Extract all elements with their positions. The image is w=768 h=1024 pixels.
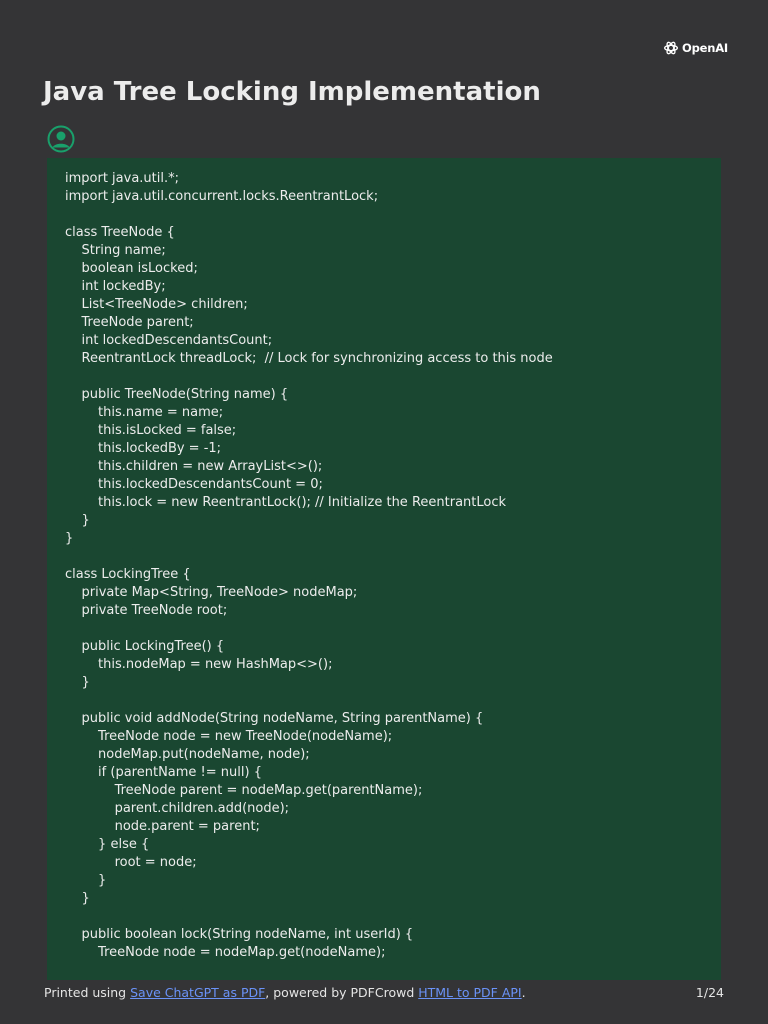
- user-avatar-icon: [46, 124, 76, 154]
- code-line: TreeNode parent;: [65, 315, 194, 330]
- page-indicator: 1/24: [695, 985, 724, 1000]
- code-line: this.nodeMap = new HashMap<>();: [65, 657, 333, 672]
- code-line: String name;: [65, 243, 166, 258]
- code-line: List<TreeNode> children;: [65, 297, 248, 312]
- code-line: int lockedDescendantsCount;: [65, 333, 273, 348]
- code-line: this.lockedBy = -1;: [65, 441, 222, 456]
- code-line: import java.util.concurrent.locks.ReentrantLock;: [65, 189, 379, 204]
- code-line: parent.children.add(node);: [65, 801, 290, 816]
- code-block: [47, 158, 721, 980]
- code-line: if (parentName != null) {: [65, 765, 262, 780]
- code-line: class LockingTree {: [65, 567, 191, 582]
- code-line: private TreeNode root;: [65, 603, 228, 618]
- code-line: boolean isLocked;: [65, 261, 198, 276]
- code-line: this.isLocked = false;: [65, 423, 237, 438]
- page-title: Java Tree Locking Implementation: [43, 77, 541, 107]
- code-line: import java.util.*;: [65, 171, 179, 186]
- code-line: TreeNode node = new TreeNode(nodeName);: [65, 729, 393, 744]
- code-line: [65, 620, 553, 638]
- save-chatgpt-as-pdf-link[interactable]: Save ChatGPT as PDF: [130, 985, 266, 1000]
- code-line: [65, 206, 553, 224]
- code-line: }: [65, 531, 74, 546]
- openai-logo: [663, 40, 728, 56]
- code-line: private Map<String, TreeNode> nodeMap;: [65, 585, 358, 600]
- code-line: this.name = name;: [65, 405, 224, 420]
- code-line: class TreeNode {: [65, 225, 175, 240]
- code-line: }: [65, 873, 107, 888]
- code-line: [65, 692, 553, 710]
- code-line: int lockedBy;: [65, 279, 166, 294]
- openai-logo-text: OpenAI: [682, 41, 728, 55]
- openai-logo-icon: [663, 40, 679, 56]
- code-line: ReentrantLock threadLock; // Lock for synchronizing access to this node: [65, 351, 553, 366]
- code-line: }: [65, 513, 90, 528]
- footer-prefix: Printed using: [44, 985, 131, 1000]
- footer-middle: , powered by PDFCrowd: [265, 985, 419, 1000]
- code-line: [65, 908, 553, 926]
- code-line: public TreeNode(String name) {: [65, 387, 289, 402]
- html-to-pdf-api-link[interactable]: HTML to PDF API: [418, 985, 522, 1000]
- code-line: }: [65, 675, 90, 690]
- code-line: node.parent = parent;: [65, 819, 260, 834]
- code-content: [65, 170, 553, 962]
- code-line: [65, 548, 553, 566]
- print-footer: [44, 985, 526, 1000]
- code-line: TreeNode node = nodeMap.get(nodeName);: [65, 945, 386, 960]
- code-line: public void addNode(String nodeName, String parentName) {: [65, 711, 484, 726]
- code-line: } else {: [65, 837, 150, 852]
- code-line: }: [65, 891, 90, 906]
- code-line: nodeMap.put(nodeName, node);: [65, 747, 310, 762]
- code-line: root = node;: [65, 855, 197, 870]
- footer-suffix: .: [521, 985, 526, 1000]
- code-line: this.lock = new ReentrantLock(); // Initialize the ReentrantLock: [65, 495, 507, 510]
- code-line: TreeNode parent = nodeMap.get(parentName);: [65, 783, 423, 798]
- code-line: [65, 368, 553, 386]
- code-line: this.children = new ArrayList<>();: [65, 459, 323, 474]
- code-line: public LockingTree() {: [65, 639, 225, 654]
- code-line: public boolean lock(String nodeName, int userId) {: [65, 927, 414, 942]
- code-line: this.lockedDescendantsCount = 0;: [65, 477, 323, 492]
